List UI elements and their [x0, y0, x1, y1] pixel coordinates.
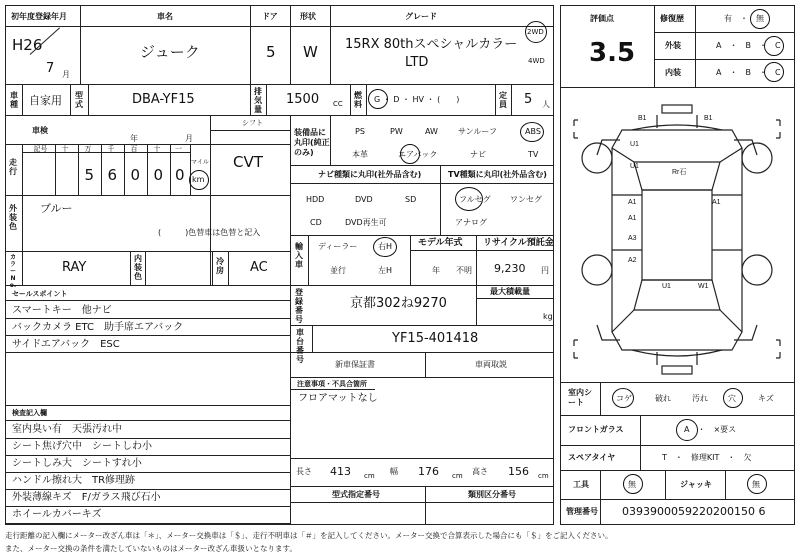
mark-a3: A3 [628, 235, 637, 242]
displacement-label: 排気量 [254, 87, 262, 114]
footer-line2: また、メーター交換の条件を満たしていないものはメーター改ざん車扱いとなります。 [5, 544, 297, 553]
mark-a1-c: A1 [712, 199, 721, 206]
car-damage-diagram [562, 100, 792, 380]
handle-left: 左H [378, 266, 393, 275]
mgmt-no: 0393900059220200150 6 [622, 505, 766, 518]
mark-u1-b: U1 [630, 163, 639, 170]
grade-line2: LTD [405, 55, 429, 70]
car-name: ジューク [140, 43, 200, 61]
score: 3.5 [589, 38, 636, 68]
repair-circle [750, 9, 770, 29]
fullseg-circle [455, 187, 483, 211]
odometer-header: 十 [61, 145, 69, 153]
chassis: YF15-401418 [392, 331, 479, 346]
length: 413 [330, 465, 351, 478]
model-label: 型式 [75, 91, 83, 109]
odometer-digit: 6 [107, 166, 118, 184]
inspector-note: ホイールカバーキズ [12, 509, 102, 520]
jack-value: 無 [752, 480, 760, 489]
odometer-header: 万 [84, 145, 92, 153]
selling-point: サイドエアバック ESC [12, 339, 120, 350]
tv-type: ワンセグ [510, 195, 542, 204]
inspector-note: 室内臭い有 天張汚れ中 [12, 424, 122, 435]
height-label: 高さ [472, 467, 488, 476]
seat-burn-circle [612, 388, 634, 408]
spare-label: スペアタイヤ [568, 453, 616, 462]
reg-year: H26 [12, 36, 43, 54]
odometer-header: 千 [107, 145, 115, 153]
handle-right-circle [373, 237, 397, 257]
height-unit: cm [538, 472, 549, 480]
interior-label: 内装色 [134, 254, 142, 281]
mark-rr-stone: Rr石 [672, 169, 687, 176]
length-unit: cm [364, 472, 375, 480]
navi-type: SD [405, 195, 417, 204]
mark-u1-a: U1 [630, 141, 639, 148]
airbag-circle [400, 144, 420, 164]
seat-option: キズ [758, 394, 774, 403]
equipment-item: TV [528, 150, 539, 159]
odometer-header: 百 [130, 145, 138, 153]
repair-label: 修復歴 [660, 14, 684, 23]
seat-label: 室内シート [568, 388, 592, 407]
warranty-label: 新車保証書 [335, 360, 375, 369]
mileage-label: 走行 [9, 158, 17, 176]
chassis-label: 車台番号 [296, 328, 304, 364]
drive-2wd: 2WD [527, 28, 544, 36]
model-year-label: モデル年式 [418, 238, 463, 248]
fuel-circle [368, 89, 388, 109]
jack-label: ジャッキ [680, 480, 712, 489]
recycle-unit: 円 [541, 266, 549, 275]
navi-type-label: ナビ種類に丸印(社外品含む) [318, 170, 422, 179]
mileage-unit-km: km [192, 175, 205, 184]
length-label: 長さ [296, 467, 312, 476]
glass-options: A ・ ×要ス [684, 425, 737, 434]
mark-b1-right: B1 [704, 115, 713, 122]
exterior-label: 外装 [665, 41, 681, 50]
odometer-header: 記号 [33, 145, 48, 153]
equipment-item: PW [390, 127, 403, 136]
plate: 京都302ね9270 [350, 296, 447, 311]
plate-label: 登録番号 [295, 288, 303, 324]
color-change-note: ( )色替車は色替と記入 [158, 228, 261, 237]
fuel-label: 燃料 [354, 91, 362, 109]
equip-label: 装備品に丸印(純正のみ) [294, 128, 330, 157]
capacity: 5 [524, 92, 533, 107]
inspector-note: シートしみ大 シートすれ小 [12, 458, 142, 469]
model-year-unknown: 不明 [456, 266, 472, 275]
seat-option: 汚れ [692, 394, 708, 403]
inspector-note: ハンドル擦れ大 TR修理跡 [12, 475, 136, 486]
mgmt-label: 管理番号 [566, 507, 598, 516]
glass-label: フロントガラス [568, 425, 624, 434]
width-label: 幅 [390, 467, 398, 476]
jack-circle [747, 474, 767, 494]
equipment-item: エアバック [398, 150, 438, 159]
navi-type: DVD再生可 [345, 218, 387, 227]
model: DBA-YF15 [132, 92, 195, 107]
width: 176 [418, 465, 439, 478]
seat-option: 穴 [728, 394, 736, 403]
import-label: 輸入車 [295, 242, 303, 269]
displacement-unit: CC [333, 100, 343, 108]
mark-u1-c: U1 [662, 283, 671, 290]
navi-type: DVD [355, 195, 373, 204]
model-year-year: 年 [432, 266, 440, 275]
shape: W [303, 43, 318, 61]
import-dealer: ディーラー [318, 242, 358, 251]
inspector-note: シート焦げ穴中 シートしわ小 [12, 441, 152, 452]
color-no-label: カラーNo. [9, 254, 17, 289]
reg-year-label: 初年度登録年月 [11, 12, 67, 21]
use: 自家用 [29, 94, 62, 107]
inspector-notes-label: 検査記入欄 [12, 409, 47, 417]
seat-option: コゲ [616, 394, 632, 403]
repair-options: 有 ・ 無 [724, 14, 764, 23]
odometer-header: 十 [153, 145, 161, 153]
equipment-item: サンルーフ [458, 127, 497, 136]
reg-month: 7 [46, 61, 55, 76]
height: 156 [508, 465, 529, 478]
tools-circle [623, 474, 643, 494]
mark-a1-b: A1 [628, 215, 637, 222]
recycle-label: リサイクル預託金 [483, 238, 554, 248]
tv-type: アナログ [455, 218, 487, 227]
drive-4wd: 4WD [528, 57, 545, 65]
equipment-item: PS [355, 127, 365, 136]
tv-type-label: TV種類に丸印(社外品含む) [448, 170, 547, 179]
seat-hole-circle [723, 388, 743, 408]
color-no: RAY [62, 260, 87, 275]
footer-line1: 走行距離の記入欄にメーター改ざん車は「＊」、メーター交換車は「＄」、走行不明車は「＃」を記入してください。メーター交換で合算表示した場合にも「＄」をご記入ください。 [5, 531, 613, 540]
interior-grade-label: 内装 [665, 68, 681, 77]
selling-point: スマートキー 他ナビ [12, 305, 112, 316]
navi-type: HDD [306, 195, 325, 204]
notes: フロアマットなし [298, 393, 378, 404]
type-cert-label: 型式指定番号 [332, 490, 380, 499]
doors: 5 [266, 43, 276, 61]
tv-type: フルセグ [459, 195, 491, 204]
exterior-color-label: 外装色 [9, 204, 17, 231]
grade-label: グレード [405, 12, 437, 21]
import-parallel: 並行 [330, 266, 346, 275]
inspection-month: 月 [185, 134, 193, 143]
exterior-color: ブルー [40, 202, 73, 215]
inspector-note: 外装薄線キズ F/ガラス飛び石小 [12, 492, 161, 503]
grade-line1: 15RX 80thスペシャルカラー [345, 37, 518, 52]
displacement: 1500 [286, 92, 320, 107]
fuel-options: G ・ D ・ HV ・ ( ) [374, 95, 460, 104]
equipment-item: ナビ [470, 150, 486, 159]
mark-a2: A2 [628, 257, 637, 264]
score-label: 評価点 [590, 14, 614, 23]
mark-w1: W1 [698, 283, 709, 290]
tools-label: 工具 [573, 480, 589, 489]
odometer-digit: 5 [84, 166, 95, 184]
ac: AC [250, 260, 268, 275]
tools-value: 無 [628, 480, 636, 489]
navi-type: CD [310, 218, 322, 227]
door-label: ドア [262, 12, 278, 21]
odometer-digit: 0 [175, 166, 185, 184]
selling-point: バックカメラ ETC 助手席エアバック [12, 322, 184, 333]
use-label: 車種 [10, 91, 18, 109]
recycle-amount: 9,230 [494, 262, 526, 275]
capacity-unit: 人 [542, 100, 550, 109]
shape-label: 形状 [300, 12, 316, 21]
capacity-label: 定員 [499, 91, 507, 109]
exterior-circle [764, 36, 784, 56]
notes-label: 注意事項・不具合箇所 [297, 380, 367, 388]
interior-circle [764, 62, 784, 82]
max-load-label: 最大積載量 [490, 287, 530, 296]
ac-label: 冷房 [216, 257, 224, 275]
mark-a1-a: A1 [628, 199, 637, 206]
spare-options: T ・ 修理KIT ・ 欠 [662, 453, 752, 462]
reg-month-unit: 月 [62, 70, 70, 79]
inspection-label: 車検 [32, 126, 48, 135]
shift: CVT [233, 153, 263, 171]
width-unit: cm [452, 472, 463, 480]
selling-points-label: セールスポイント [12, 290, 68, 298]
shift-label: シフト [242, 119, 263, 127]
manual-label: 車両取説 [475, 360, 507, 369]
car-name-label: 車名 [157, 12, 173, 21]
exterior-grades: A ・ B ・ C [716, 41, 781, 50]
odometer-header: 一 [175, 145, 182, 153]
odometer-digit: 0 [130, 166, 141, 184]
seat-option: 破れ [655, 394, 671, 403]
mark-b1-left: B1 [638, 115, 647, 122]
glass-circle [676, 419, 698, 441]
equipment-item: ABS [525, 127, 541, 136]
odometer-digit: 0 [153, 166, 164, 184]
class-label: 類別区分番号 [468, 490, 516, 499]
equipment-item: AW [425, 127, 438, 136]
inspection-year: 年 [130, 134, 138, 143]
max-load-unit: kg [543, 312, 553, 321]
abs-circle [520, 122, 544, 142]
equipment-item: 本革 [352, 150, 368, 159]
handle-right: 右H [378, 242, 393, 251]
mileage-unit-mile: マイル [191, 159, 209, 166]
interior-grades: A ・ B ・ C [716, 68, 781, 77]
